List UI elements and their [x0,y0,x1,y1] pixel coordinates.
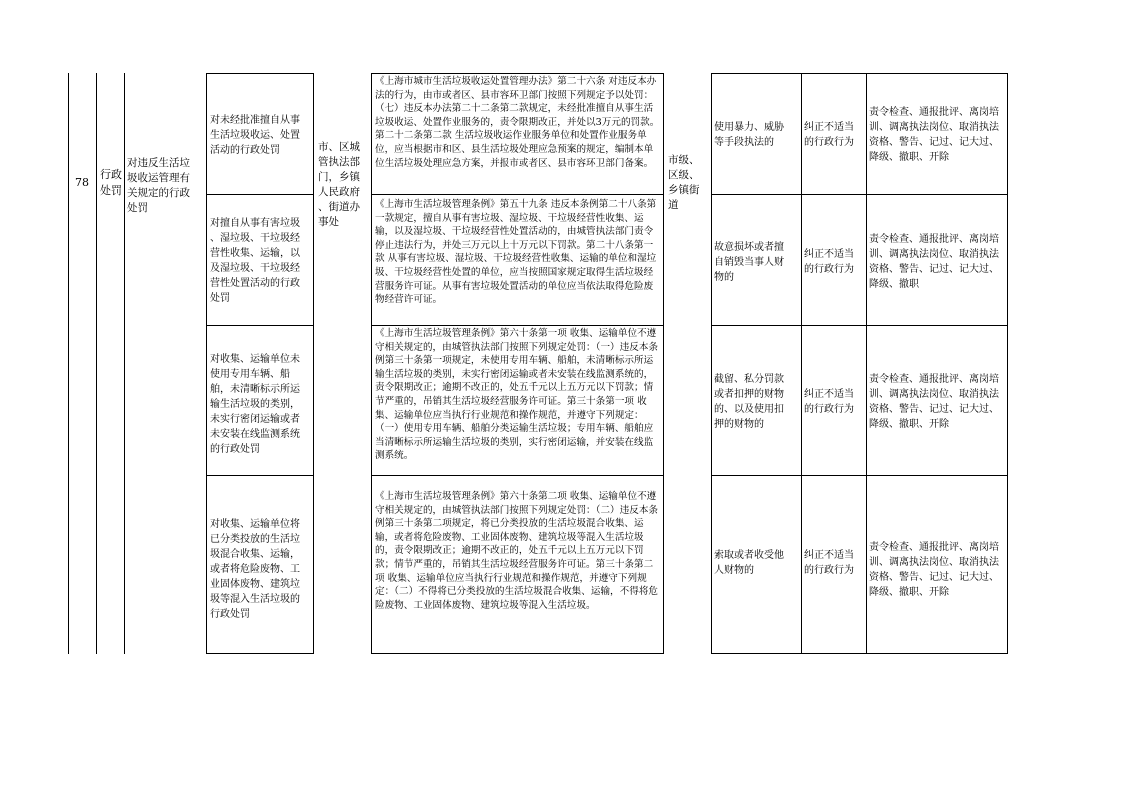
subitem-name-2: 对擅自从事有害垃圾 、湿垃圾、干垃圾经 营性收集、运输，以 及湿垃圾、干垃圾经 营性处置活动的行政 处罚 [210,218,300,304]
liability-2: 责令检查、通报批评、离岗培训、调离执法岗位、取消执法资格、警告、记过、记大过、降级、撤职 [869,234,999,290]
basis-divider [371,325,664,326]
legal-basis-4: 《上海市生活垃圾管理条例》第六十条第二项 收集、运输单位不遵守相关规定的，由城管执法部门按照下列规定处罚：（二）违反本条例第三十条第二项规定，将已分类投放的生活垃圾混合收集、运输，或者将危险废物、工业固体废物、建筑垃圾等混入生活垃圾的，责令限期改正；逾期不改正的，处五千元以上五万元以下罚款；情节严重的，吊销其生活垃圾经营服务许可证。第三十条第二项 收集、运输单位应当执行行业规范和操作规范，并遵守下列规定：（二）不得将已分类投放的生活垃圾混合收集、运输，不得将危险废物、工业固体废物、建筑垃圾等混入生活垃圾。 [375,491,659,611]
item-name: 对违反生活垃 圾收运管理有 关规定的行政 处罚 [127,157,190,214]
subitem-name-3: 对收集、运输单位未 使用专用车辆、船 舶，未清晰标示所运 输生活垃圾的类别， 未实行密闭运输或者 未安装在线监测系统 的行政处罚 [210,354,300,455]
fault-4: 纠正不适当 的行政行为 [804,550,854,576]
violation-1: 使用暴力、威胁 等手段执法的 [714,122,784,148]
basis-divider [371,194,664,195]
liability-3: 责令检查、通报批评、离岗培训、调离执法岗位、取消执法资格、警告、记过、记大过、降级、撤职、开除 [869,374,999,430]
table-left-border [68,73,69,654]
accountability-col-divider [801,73,802,654]
accountability-row-divider [711,325,1008,326]
accountability-col-divider [866,73,867,654]
subitem-divider [206,194,314,195]
liability-4: 责令检查、通报批评、离岗培训、调离执法岗位、取消执法资格、警告、记过、记大过、降级、撤职、开除 [869,542,999,598]
legal-basis-3: 《上海市生活垃圾管理条例》第六十条第一项 收集、运输单位不遵守相关规定的，由城管执法部门按照下列规定处罚：（一）违反本条例第三十条第一项规定，未使用专用车辆、船舶，未清晰标示所运输生活垃圾的类别，未实行密闭运输或者未安装在线监测系统的，责令限期改正；逾期不改正的，处五千元以上五万元以下罚款；情节严重的，吊销其生活垃圾经营服务许可证。第三十条第一项 收集、运输单位应当执行行业规范和操作规范，并遵守下列规定：（一）使用专用车辆、船舶分类运输生活垃圾；专用车辆、船舶应当清晰标示所运输生活垃圾的类别，实行密闭运输，并安装在线监测系统。 [375,328,659,462]
subitem-divider [206,475,314,476]
fault-2: 纠正不适当 的行政行为 [804,249,854,275]
legal-basis-1: 《上海市城市生活垃圾收运处置管理办法》第二十六条 对违反本办法的行为，由市或者区、县市容环卫部门按照下列规定予以处罚：（七）违反本办法第二十二条第二款规定，未经批准擅自从事生活垃圾收运、处置作业服务的，责令限期改正，并处以3万元的罚款。第二十二条第二款 生活垃圾收运作业服务单位和处置作业服务单位，应当根据市和区、县生活垃圾处理应急预案的规定，编制本单位生活垃圾处理应急方案，并报市或者区、县市容环卫部门备案。 [375,76,660,169]
row-number: 78 [75,176,89,189]
subitem-name-1: 对未经批准擅自从事 生活垃圾收运、处置 活动的行政处罚 [210,115,300,156]
legal-basis-2: 《上海市生活垃圾管理条例》第五十九条 违反本条例第二十八条第一款规定，擅自从事有害垃圾、湿垃圾、干垃圾经营性收集、运输，以及湿垃圾、干垃圾经营性处置活动的，由城管执法部门责令停止违法行为，并处三万元以上十万元以下罚款。第二十八条第一款 从事有害垃圾、湿垃圾、干垃圾经营性收集、运输的单位和湿垃圾、干垃圾经营性处置的单位，应当按照国家规定取得生活垃圾经营服务许可证。从事有害垃圾处置活动的单位应当依法取得危险废物经营许可证。 [375,199,657,306]
accountability-row-divider [711,475,1008,476]
basis-divider [371,475,664,476]
subitem-divider [206,325,314,326]
violation-2: 故意损坏或者擅 自销毁当事人财 物的 [714,242,784,283]
table-col-divider [124,73,125,654]
fault-3: 纠正不适当 的行政行为 [804,389,854,415]
executing-body: 市、区城 管执法部 门，乡镇 人民政府 、街道办 事处 [318,141,360,228]
liability-1: 责令检查、通报批评、离岗培训、调离执法岗位、取消执法资格、警告、记过、记大过、降级、撤职、开除 [869,107,999,163]
category-label: 行政 处罚 [100,168,122,197]
responsible-level: 市级、 区级、 乡镇街 道 [668,154,700,211]
fault-1: 纠正不适当 的行政行为 [804,122,854,148]
violation-3: 截留、私分罚款 或者扣押的财物 的、以及使用扣 押的财物的 [714,374,784,430]
subitem-name-4: 对收集、运输单位将 已分类投放的生活垃 圾混合收集、运输， 或者将危险废物、工 业固体废物、建筑垃 圾等混入生活垃圾的 行政处罚 [210,519,300,620]
accountability-row-divider [711,194,1008,195]
violation-4: 索取或者收受他 人财物的 [714,550,784,576]
table-col-divider [96,73,97,654]
